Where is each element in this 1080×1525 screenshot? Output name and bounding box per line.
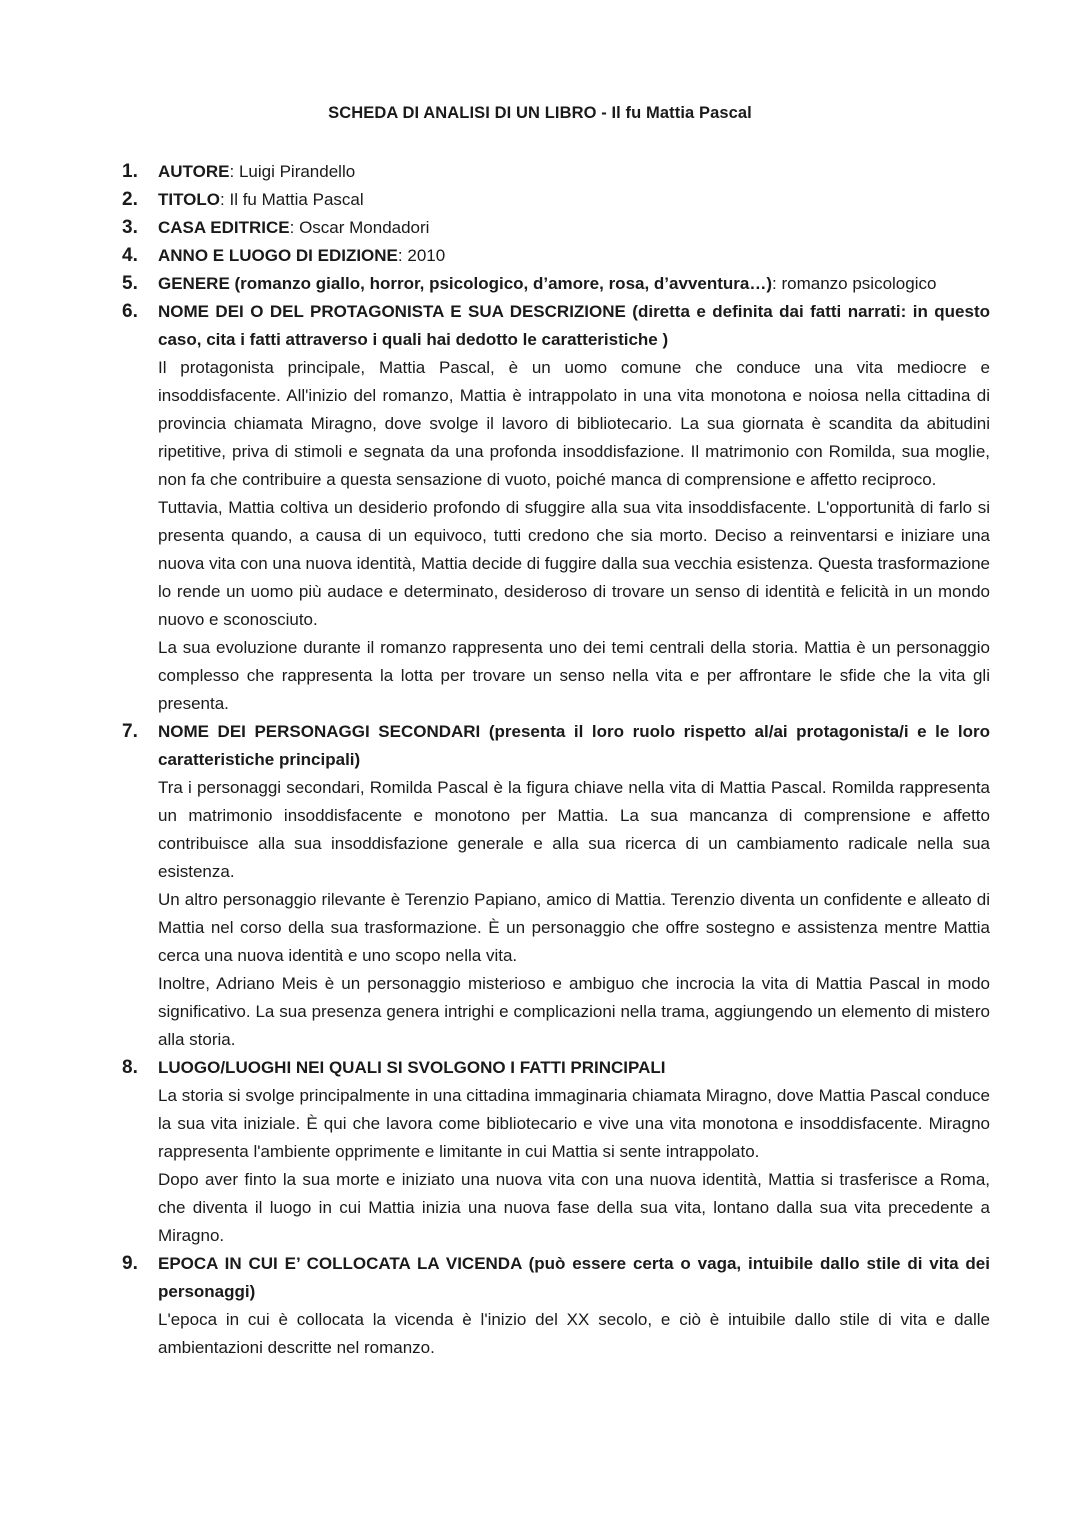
item-value: 2010 — [407, 246, 446, 265]
paragraph: Dopo aver finto la sua morte e iniziato una nuova vita con una nuova identità, Mattia si trasferisce a Roma, che diventa il luogo in cui Mattia inizia una nuova fase della sua vita, lontano dalla sua vita precedente a Miragno. — [158, 1170, 990, 1245]
item-separator: : — [220, 190, 230, 209]
paragraph: La storia si svolge principalmente in una cittadina immaginaria chiamata Miragno, dove Mattia Pascal conduce la sua vita iniziale. È qui che lavora come bibliotecario e vive una vita monotona e insoddisfacente. Miragno rappresenta l'ambiente opprimente e limitante in cui Mattia si sente intrappolato. — [158, 1086, 990, 1161]
item-separator: : — [397, 246, 408, 265]
item-number: 5. — [122, 273, 138, 294]
item-heading: EPOCA IN CUI E’ COLLOCATA LA VICENDA (può essere certa o vaga, intuibile dallo stile di vita dei personaggi) — [158, 1254, 990, 1301]
item-label: AUTORE — [158, 162, 230, 181]
item-number: 7. — [122, 721, 138, 742]
item-number: 6. — [122, 301, 138, 322]
item-label: GENERE (romanzo giallo, horror, psicologico, d’amore, rosa, d’avventura…) — [158, 274, 773, 293]
document-title: SCHEDA DI ANALISI DI UN LIBRO - Il fu Mattia Pascal — [328, 104, 752, 122]
list-item-author — [122, 158, 990, 186]
item-number: 9. — [122, 1253, 138, 1274]
item-value: romanzo psicologico — [781, 274, 937, 293]
list-item-protagonist — [122, 298, 990, 718]
item-number: 3. — [122, 217, 138, 238]
item-separator: : — [289, 218, 300, 237]
item-number: 4. — [122, 245, 138, 266]
item-number: 8. — [122, 1057, 138, 1078]
item-label: TITOLO — [158, 190, 221, 209]
paragraph: L'epoca in cui è collocata la vicenda è l'inizio del XX secolo, e ciò è intuibile dallo stile di vita e dalle ambientazioni descritte nel romanzo. — [158, 1310, 990, 1357]
paragraph: Inoltre, Adriano Meis è un personaggio misterioso e ambiguo che incrocia la vita di Mattia Pascal in modo significativo. La sua presenza genera intrighi e complicazioni nella trama, aggiungendo un elemento di mistero alla storia. — [158, 974, 990, 1049]
item-label: CASA EDITRICE — [158, 218, 290, 237]
paragraph: Il protagonista principale, Mattia Pascal, è un uomo comune che conduce una vita mediocre e insoddisfacente. All'inizio del romanzo, Mattia è intrappolato in una vita monotona e noiosa nella cittadina di provincia chiamata Miragno, dove svolge il lavoro di bibliotecario. La sua giornata è scandita da abitudini ripetitive, priva di stimoli e segnata da una profonda insoddisfazione. Il matrimonio con Romilda, sua moglie, non fa che contribuire a questa sensazione di vuoto, poiché manca di comprensione e affetto reciproco. — [158, 358, 990, 489]
item-heading: NOME DEI O DEL PROTAGONISTA E SUA DESCRIZIONE (diretta e definita dai fatti narrati: in questo caso, cita i fatti attraverso i quali hai dedotto le caratteristiche ) — [158, 302, 990, 349]
item-value: Luigi Pirandello — [238, 162, 356, 181]
item-number: 1. — [122, 161, 138, 182]
item-number: 2. — [122, 189, 138, 210]
item-label: ANNO E LUOGO DI EDIZIONE — [158, 246, 398, 265]
item-heading: LUOGO/LUOGHI NEI QUALI SI SVOLGONO I FATTI PRINCIPALI — [158, 1058, 666, 1077]
list-item-publisher — [122, 214, 990, 242]
item-separator: : — [772, 274, 782, 293]
list-item-places — [122, 1054, 990, 1250]
paragraph: Tra i personaggi secondari, Romilda Pascal è la figura chiave nella vita di Mattia Pascal. Romilda rappresenta un matrimonio insoddisfacente e monotono per Mattia. La sua mancanza di comprensione e affetto contribuisce alla sua insoddisfazione generale e alla sua ricerca di un cambiamento radicale nella sua esistenza. — [158, 778, 990, 881]
item-heading: NOME DEI PERSONAGGI SECONDARI (presenta il loro ruolo rispetto al/ai protagonista/i e le loro caratteristiche principali) — [158, 722, 990, 769]
paragraph: La sua evoluzione durante il romanzo rappresenta uno dei temi centrali della storia. Mattia è un personaggio complesso che rappresenta la lotta per trovare un senso nella vita e per affrontare le sfide che la vita gli presenta. — [158, 638, 990, 713]
item-separator: : — [229, 162, 239, 181]
analysis-list — [122, 158, 990, 1362]
list-item-edition — [122, 242, 990, 270]
paragraph: Un altro personaggio rilevante è Terenzio Papiano, amico di Mattia. Terenzio diventa un confidente e alleato di Mattia nel corso della sua trasformazione. È un personaggio che offre sostegno e assistenza mentre Mattia cerca una nuova identità e uno scopo nella vita. — [158, 890, 990, 965]
item-value: Il fu Mattia Pascal — [229, 190, 364, 209]
list-item-secondary-characters — [122, 718, 990, 1054]
list-item-title — [122, 186, 990, 214]
item-value: Oscar Mondadori — [299, 218, 430, 237]
list-item-epoch — [122, 1250, 990, 1362]
list-item-genre — [122, 270, 990, 298]
paragraph: Tuttavia, Mattia coltiva un desiderio profondo di sfuggire alla sua vita insoddisfacente. L'opportunità di farlo si presenta quando, a causa di un equivoco, tutti credono che sia morto. Deciso a reinventarsi e iniziare una nuova vita con una nuova identità, Mattia decide di fuggire dalla sua vecchia esistenza. Questa trasformazione lo rende un uomo più audace e determinato, desideroso di trovare un senso di identità e felicità in un mondo nuovo e sconosciuto. — [158, 498, 990, 629]
